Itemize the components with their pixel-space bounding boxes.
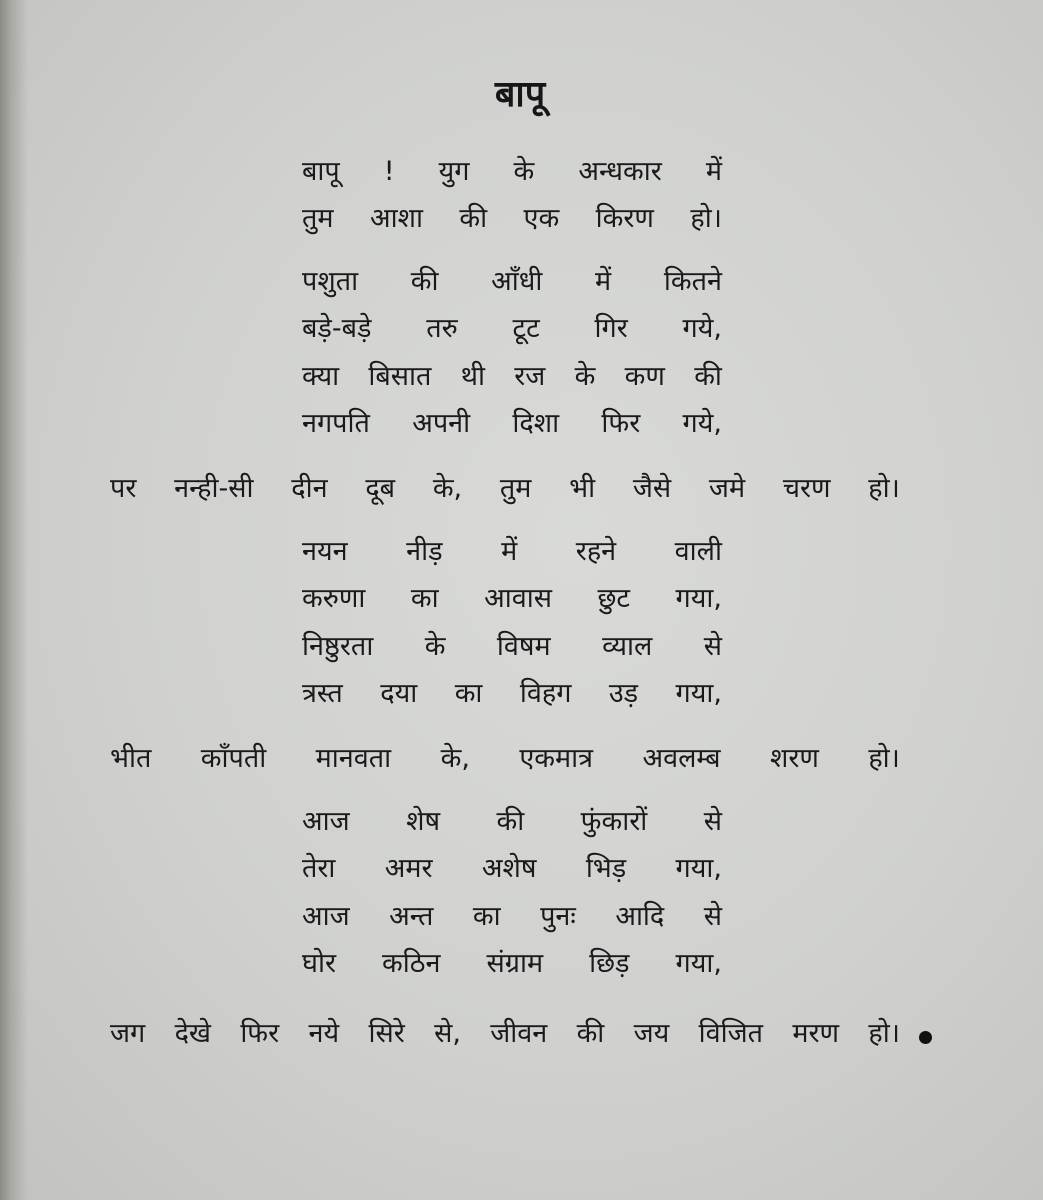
poem-word: रहने	[575, 536, 617, 567]
verse-line	[302, 633, 722, 660]
poem-word: के	[424, 631, 446, 662]
poem-word: आज	[302, 806, 350, 837]
poem-word: चरण	[782, 473, 831, 504]
poem-word: भीत	[110, 743, 152, 774]
poem-word: हो।	[868, 1018, 900, 1049]
poem-word: उड़	[608, 678, 639, 709]
poem-word: दिशा	[512, 408, 560, 439]
poem-word: कितने	[663, 266, 722, 297]
verse-line	[302, 585, 722, 612]
poem-word: भिड़	[585, 853, 627, 884]
poem-word: गया,	[675, 853, 722, 884]
poem-word: दूब	[365, 473, 396, 504]
poem-word: गया,	[675, 678, 722, 709]
poem-word: विहग	[519, 678, 572, 709]
poem-word: फिर	[601, 408, 641, 439]
poem-word: आशा	[369, 203, 423, 234]
verse-line	[302, 268, 722, 295]
verse-line	[302, 205, 722, 232]
poem-word: एक	[523, 203, 560, 234]
poem-word: अन्त	[389, 901, 434, 932]
poem-word: जीवन	[490, 1018, 548, 1049]
poem-word: तुम	[302, 203, 334, 234]
poem-word: तेरा	[302, 853, 336, 884]
poem-word: अशेष	[481, 853, 537, 884]
poem-word: तरु	[426, 313, 458, 344]
poem-word: फुंकारों	[580, 806, 648, 837]
poem-word: आवास	[484, 583, 552, 614]
poem-word: बड़े-बड़े	[302, 313, 372, 344]
page-binding-shadow	[0, 0, 28, 1200]
poem-word: हो।	[868, 743, 900, 774]
poem-word: किरण	[595, 203, 654, 234]
poem-word: मानवता	[315, 743, 392, 774]
poem-word: कठिन	[382, 948, 441, 979]
poem-word: में	[595, 266, 612, 297]
poem-word: युग	[438, 156, 470, 187]
poem-word: नन्ही-सी	[174, 473, 254, 504]
poem-word: नये	[308, 1018, 340, 1049]
poem-word: रज	[514, 361, 546, 392]
refrain-line	[110, 1020, 900, 1047]
poem-word: मरण	[792, 1018, 840, 1049]
poem-word: शरण	[769, 743, 819, 774]
poem-word: भी	[569, 473, 596, 504]
poem-word: गया,	[675, 583, 722, 614]
poem-word: गया,	[675, 948, 722, 979]
poem-word: त्रस्त	[302, 678, 343, 709]
poem-word: नयन	[302, 536, 348, 567]
poem-word: जय	[633, 1018, 670, 1049]
poem-word: की	[496, 806, 525, 837]
verse-line	[302, 680, 722, 707]
poem-word: की	[576, 1018, 605, 1049]
poem-word: हो।	[690, 203, 722, 234]
poem-word: का	[410, 583, 439, 614]
poem-word: फिर	[240, 1018, 280, 1049]
poem-word: वाली	[674, 536, 722, 567]
poem-word: अमर	[384, 853, 433, 884]
poem-word: अवलम्ब	[642, 743, 721, 774]
poem-word: पशुता	[302, 266, 359, 297]
poem-word: जैसे	[632, 473, 672, 504]
poem-word: से	[703, 631, 722, 662]
poem-title: बापू	[494, 74, 546, 115]
verse-line	[302, 363, 722, 390]
poem-word: थी	[460, 361, 485, 392]
poem-word: छुट	[597, 583, 631, 614]
poem-word: में	[705, 156, 722, 187]
poem-word: शेष	[406, 806, 441, 837]
poem-word: गये,	[682, 408, 722, 439]
poem-word: नगपति	[302, 408, 370, 439]
poem-word: का	[454, 678, 483, 709]
poem-word: जमे	[708, 473, 746, 504]
verse-line	[302, 808, 722, 835]
poem-word: विजित	[698, 1018, 764, 1049]
poem-word: निष्ठुरता	[302, 631, 374, 662]
poem-word: से	[703, 901, 722, 932]
verse-line	[302, 410, 722, 437]
poem-word: गये,	[682, 313, 722, 344]
poem-word: आज	[302, 901, 350, 932]
end-of-poem-bullet	[919, 1031, 932, 1044]
poem-word: के,	[432, 473, 463, 504]
poem-word: तुम	[499, 473, 532, 504]
verse-line	[302, 158, 722, 185]
poem-word: से	[703, 806, 722, 837]
poem-word: संग्राम	[486, 948, 544, 979]
poem-word: गिर	[594, 313, 628, 344]
poem-word: का	[472, 901, 501, 932]
poem-word: की	[410, 266, 439, 297]
poem-word: नीड़	[406, 536, 443, 567]
poem-word: करुणा	[302, 583, 366, 614]
verse-line	[302, 903, 722, 930]
poem-word: दया	[380, 678, 418, 709]
poem-word: विषम	[496, 631, 551, 662]
poem-word: एकमात्र	[519, 743, 594, 774]
poem-word: की	[694, 361, 722, 392]
verse-line	[302, 950, 722, 977]
poem-word: अपनी	[412, 408, 471, 439]
poem-word: जग	[110, 1018, 146, 1049]
refrain-line	[110, 475, 900, 502]
refrain-line	[110, 745, 900, 772]
poem-word: के	[513, 156, 535, 187]
poem-word: व्याल	[602, 631, 653, 662]
poem-word: देखे	[174, 1018, 211, 1049]
verse-line	[302, 538, 722, 565]
poem-word: छिड़	[589, 948, 630, 979]
poem-word: आदि	[615, 901, 665, 932]
poem-word: दीन	[291, 473, 328, 504]
poem-word: बिसात	[368, 361, 432, 392]
poem-word: बापू	[302, 156, 340, 187]
poem-word: से,	[434, 1018, 461, 1049]
poem-word: हो।	[868, 473, 900, 504]
poem-word: क्या	[302, 361, 340, 392]
poem-word: काँपती	[200, 743, 267, 774]
poem-word: आँधी	[491, 266, 543, 297]
poem-word: !	[383, 156, 395, 187]
poem-word: टूट	[512, 313, 540, 344]
poem-word: में	[501, 536, 518, 567]
poem-word: कण	[624, 361, 665, 392]
poem-word: सिरे	[368, 1018, 405, 1049]
verse-line	[302, 315, 722, 342]
poem-word: पुनः	[540, 901, 576, 932]
verse-line	[302, 855, 722, 882]
poem-word: अन्धकार	[578, 156, 662, 187]
poem-word: के,	[440, 743, 470, 774]
poem-word: की	[459, 203, 488, 234]
poem-word: घोर	[302, 948, 336, 979]
poem-word: के	[574, 361, 596, 392]
poem-word: पर	[110, 473, 137, 504]
